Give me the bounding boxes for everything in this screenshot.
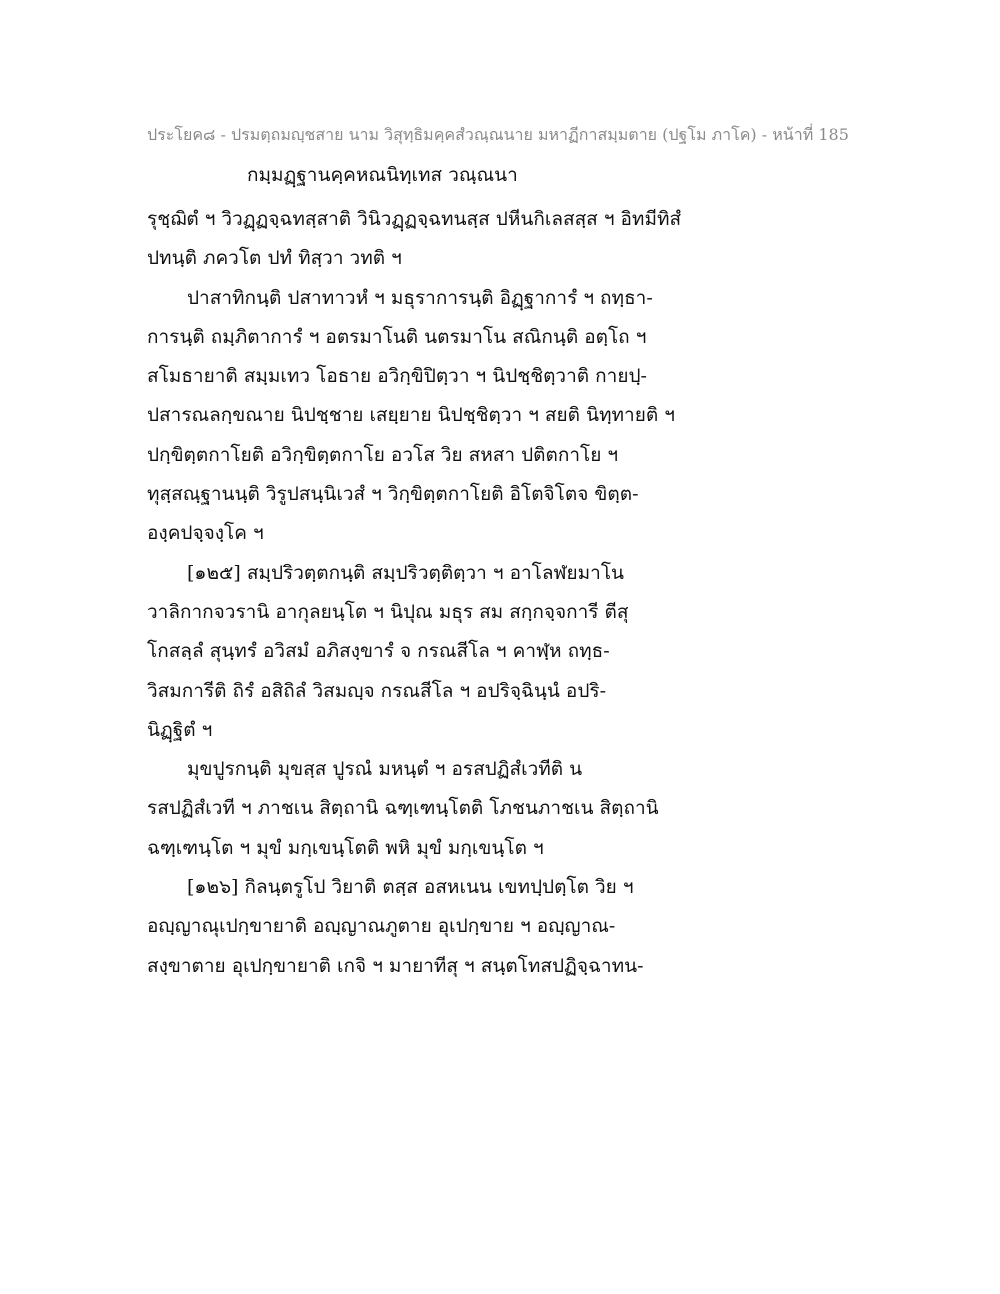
- text-line: นิฏฺฐิตํ ฯ: [147, 718, 213, 741]
- text-line: ปกฺขิตฺตกาโยติ อวิกฺขิตฺตกาโย อวโส วิย สหสา ปติตกาโย ฯ: [147, 443, 619, 466]
- text-line: ทุสฺสณฺฐานนฺติ วิรูปสนฺนิเวสํ ฯ วิกฺขิตฺตกาโยติ อิโตจิโตจ ขิตฺต-: [147, 483, 639, 506]
- text-line: การนฺติ ถมฺภิตาการํ ฯ อตรมาโนติ นตรมาโน สณิกนฺติ อตฺโถ ฯ: [147, 325, 647, 348]
- text-line: องฺคปจฺจงฺโค ฯ: [147, 522, 264, 545]
- body-text: [147, 200, 687, 986]
- text-line: มุขปูรกนฺติ มุขสฺส ปูรณํ มหนฺตํ ฯ อรสปฏิสํเวทีติ น: [187, 758, 583, 781]
- text-line: วิสมการีติ ถิรํ อสิถิลํ วิสมญฺจ กรณสีโล ฯ อปริจฺฉินฺนํ อปริ-: [147, 679, 607, 702]
- text-line: ปาสาทิกนฺติ ปสาทาวหํ ฯ มธุราการนฺติ อิฏฺฐาการํ ฯ ถทฺธา-: [187, 286, 653, 309]
- text-line: สโมธายาติ สมฺมเทว โอธาย อวิกฺขิปิตฺวา ฯ นิปชฺชิตฺวาติ กายปฺ-: [147, 365, 647, 388]
- text-line: อญฺญาณุเปกฺขายาติ อญฺญาณภูตาย อุเปกฺขาย ฯ อญฺญาณ-: [147, 915, 616, 938]
- text-line: รสปฏิสํเวที ฯ ภาชเน สิตฺถานิ ฉฑฺเฑนฺโตติ โภชนภาชเน สิตฺถานิ: [147, 797, 659, 820]
- text-line: วาลิกากจวรานิ อากุลยนฺโต ฯ นิปุณ มธุร สม สกฺกจฺจการี ตีสุ: [147, 600, 629, 623]
- section-heading: กมฺมฏฺฐานคฺคหณนิทฺเทส วณฺณนา: [247, 164, 518, 186]
- text-line: [๑๒๖] กิลนฺตรูโป วิยาติ ตสฺส อสหเนน เขทปฺปตฺโต วิย ฯ: [187, 876, 634, 899]
- text-line: โกสลฺลํ สุนฺทรํ อวิสมํ อภิสงฺขารํ จ กรณสีโล ฯ คาฬฺห ถทฺธ-: [147, 640, 610, 663]
- text-line: [๑๒๕] สมฺปริวตฺตกนฺติ สมฺปริวตฺติตฺวา ฯ อาโลฬยมาโน: [187, 561, 625, 584]
- text-line: ฉฑฺเฑนฺโต ฯ มุขํ มกฺเขนฺโตติ พหิ มุขํ มกฺเขนฺโต ฯ: [147, 836, 544, 859]
- text-line: ปทนฺติ ภควโต ปทํ ทิสฺวา วทติ ฯ: [147, 247, 402, 270]
- running-header: ประโยค๘ - ปรมตฺถมญฺชสาย นาม วิสุทฺธิมคฺคสํวณฺณนาย มหาฏีกาสมฺมตาย (ปฐโม ภาโค) - หน้าที่ 185: [147, 125, 849, 144]
- text-line: สงฺขาตาย อุเปกฺขายาติ เกจิ ฯ มายาทีสุ ฯ สนฺตโทสปฏิจฺฉาทน-: [147, 954, 644, 977]
- text-line: รุชฺฌิตํ ฯ วิวฏฺฏจฺฉทสฺสาติ วินิวฏฺฏจฺฉทนสฺส ปหีนกิเลสสฺส ฯ อิทมีทิสํ: [147, 208, 682, 230]
- text-line: ปสารณลกฺขณาย นิปชฺชาย เสยฺยาย นิปชฺชิตฺวา ฯ สยติ นิทฺทายติ ฯ: [147, 404, 675, 427]
